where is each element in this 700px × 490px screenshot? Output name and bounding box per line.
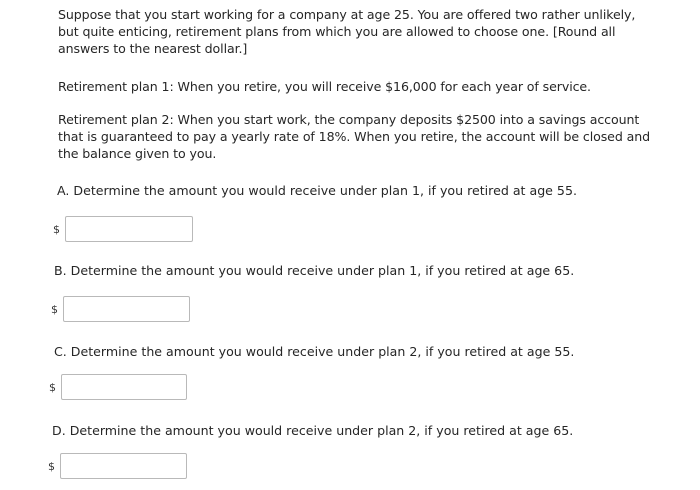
plan-2-description: Retirement plan 2: When you start work, the company deposits $2500 into a savings account that is guaranteed to pay a yearly rate of 18%. When you retire, the account will be closed and the balance given to you. [58, 112, 651, 161]
question-c: C. Determine the amount you would receive under plan 2, if you retired at age 55. [54, 344, 575, 359]
answer-a-row [53, 216, 193, 242]
plan-1-description: Retirement plan 1: When you retire, you will receive $16,000 for each year of service. [58, 79, 591, 94]
currency-symbol: $ [51, 302, 58, 316]
currency-symbol: $ [48, 459, 55, 473]
answer-b-row [51, 296, 190, 322]
question-b: B. Determine the amount you would receive under plan 1, if you retired at age 65. [54, 263, 575, 278]
answer-c-row [49, 374, 187, 400]
currency-symbol: $ [53, 222, 60, 236]
answer-a-input[interactable] [65, 216, 193, 242]
answer-d-row [48, 453, 187, 479]
currency-symbol: $ [49, 380, 56, 394]
answer-d-input[interactable] [60, 453, 187, 479]
question-d: D. Determine the amount you would receive under plan 2, if you retired at age 65. [52, 423, 574, 438]
problem-intro: Suppose that you start working for a company at age 25. You are offered two rather unlikely, but quite enticing, retirement plans from which you are allowed to choose one. [Round all answers to the nearest dollar.] [58, 7, 636, 56]
answer-c-input[interactable] [61, 374, 187, 400]
answer-b-input[interactable] [63, 296, 190, 322]
question-a: A. Determine the amount you would receive under plan 1, if you retired at age 55. [57, 183, 577, 198]
